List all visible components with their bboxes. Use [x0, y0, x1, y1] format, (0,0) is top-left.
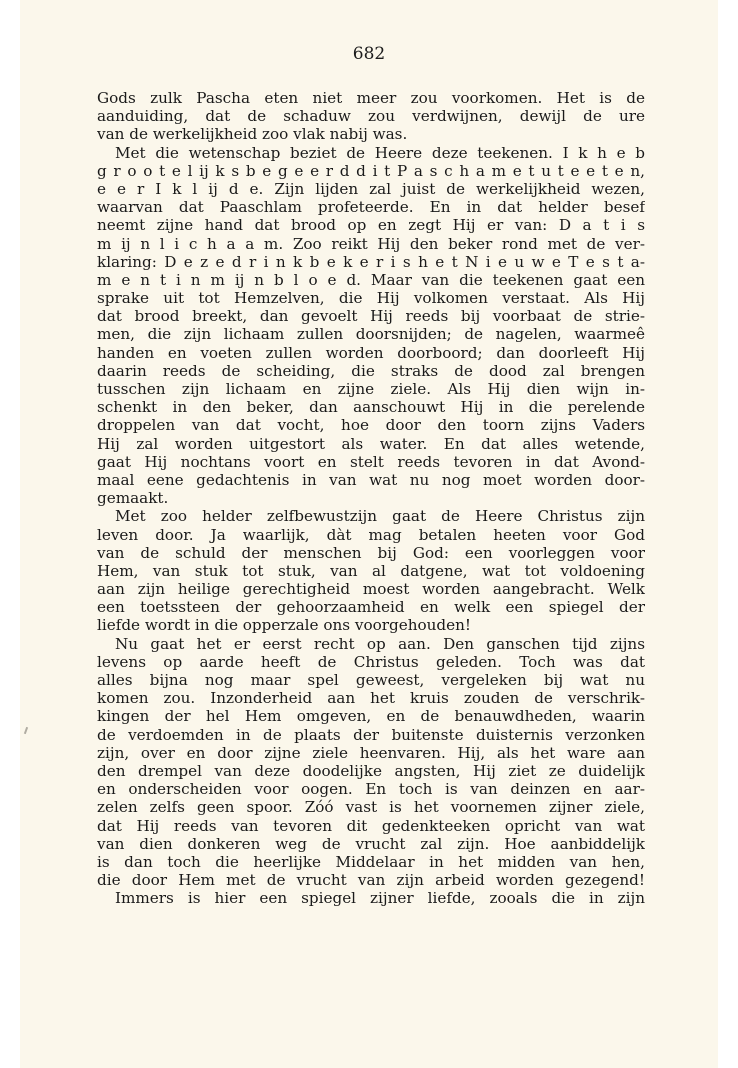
- text-line: Hem, van stuk tot stuk, van al datgene, wat tot voldoening: [97, 561, 645, 580]
- text-line: tusschen zijn lichaam en zijne ziele. Als Hij dien wijn in-: [97, 380, 645, 398]
- text-line: kingen der hel Hem omgeven, en de benauwdheden, waarin: [97, 707, 645, 726]
- text-line: klaring: D e z e d r i n k b e k e r i s h e t N i e u w e T e s t a-: [97, 252, 645, 271]
- text-line: zelen zelfs geen spoor. Zóó vast is het voornemen zijner ziele,: [97, 798, 645, 817]
- scan-margin: [0, 0, 20, 1068]
- text-line: neemt zijne hand dat brood op en zegt Hij er van: D a t i s: [97, 216, 645, 235]
- text-line: is dan toch die heerlijke Middelaar in het midden van hen,: [97, 852, 645, 871]
- text-line: gaat Hij nochtans voort en stelt reeds tevoren in dat Avond-: [97, 452, 645, 471]
- text-line: Met zoo helder zelfbewustzijn gaat de Heere Christus zijn: [115, 507, 645, 526]
- text-line: dat Hij reeds van tevoren dit gedenkteeken opricht van wat: [97, 816, 645, 835]
- text-line: de verdoemden in de plaats der buitenste duisternis verzonken: [97, 725, 645, 744]
- text-line: droppelen van dat vocht, hoe door den toorn zijns Vaders: [97, 416, 645, 435]
- text-line: men, die zijn lichaam zullen doorsnijden; de nagelen, waarmeê: [97, 325, 645, 344]
- book-page: [20, 0, 718, 1068]
- text-line: e e r I k l ij d e. Zijn lijden zal juist de werkelijkheid wezen,: [97, 179, 645, 198]
- text-line: m e n t i n m ij n b l o e d. Maar van die teekenen gaat een: [97, 270, 645, 289]
- text-line: schenkt in den beker, dan aanschouwt Hij in die perelende: [97, 398, 645, 417]
- text-line: zijn, over en door zijne ziele heenvaren. Hij, als het ware aan: [97, 743, 645, 762]
- text-line: Gods zulk Pascha eten niet meer zou voorkomen. Het is de: [97, 89, 645, 107]
- text-line: alles bijna nog maar spel geweest, vergeleken bij wat nu: [97, 671, 645, 689]
- text-line: Hij zal worden uitgestort als water. En dat alles wetende,: [97, 434, 645, 453]
- body-text: [97, 89, 645, 907]
- text-line: komen zou. Inzonderheid aan het kruis zouden de verschrik-: [97, 689, 645, 708]
- text-line: Met die wetenschap beziet de Heere deze teekenen. I k h e b: [115, 143, 645, 162]
- text-line: g r o o t e l ij k s b e g e e r d d i t P a s c h a m e t u t e e t e n,: [97, 161, 645, 180]
- text-line: liefde wordt in die opperzale ons voorgehouden!: [97, 616, 472, 635]
- text-line: van de werkelijkheid zoo vlak nabij was.: [97, 125, 408, 144]
- text-line: waarvan dat Paaschlam profeteerde. En in dat helder besef: [97, 198, 645, 217]
- text-line: daarin reeds de scheiding, die straks de dood zal brengen: [97, 361, 645, 380]
- text-line: levens op aarde heeft de Christus geleden. Toch was dat: [97, 652, 645, 671]
- text-line: van de schuld der menschen bij God: een voorleggen voor: [97, 543, 645, 562]
- text-line: handen en voeten zullen worden doorboord; dan doorleeft Hij: [97, 343, 645, 362]
- text-line: dat brood breekt, dan gevoelt Hij reeds bij voorbaat de strie-: [97, 307, 645, 326]
- text-line: van dien donkeren weg de vrucht zal zijn. Hoe aanbiddelijk: [97, 834, 645, 853]
- text-line: aan zijn heilige gerechtigheid moest worden aangebracht. Welk: [97, 580, 645, 599]
- text-line: Immers is hier een spiegel zijner liefde, zooals die in zijn: [115, 889, 645, 908]
- page-number: 682: [352, 44, 386, 64]
- text-line: aanduiding, dat de schaduw zou verdwijnen, dewijl de ure: [97, 107, 645, 126]
- text-line: sprake uit tot Hemzelven, die Hij volkomen verstaat. Als Hij: [97, 289, 645, 308]
- text-line: die door Hem met de vrucht van zijn arbeid worden gezegend!: [97, 871, 645, 890]
- text-line: gemaakt.: [97, 489, 169, 508]
- text-line: een toetssteen der gehoorzaamheid en welk een spiegel der: [97, 598, 645, 617]
- text-line: m ij n l i c h a a m. Zoo reikt Hij den beker rond met de ver-: [97, 234, 645, 253]
- text-line: leven door. Ja waarlijk, dàt mag betalen heeten voor God: [97, 525, 645, 544]
- text-line: maal eene gedachtenis in van wat nu nog moet worden door-: [97, 470, 645, 489]
- text-line: Nu gaat het er eerst recht op aan. Den ganschen tijd zijns: [115, 634, 645, 653]
- text-line: en onderscheiden voor oogen. En toch is van deinzen en aar-: [97, 780, 645, 799]
- text-line: den drempel van deze doodelijke angsten, Hij ziet ze duidelijk: [97, 761, 645, 780]
